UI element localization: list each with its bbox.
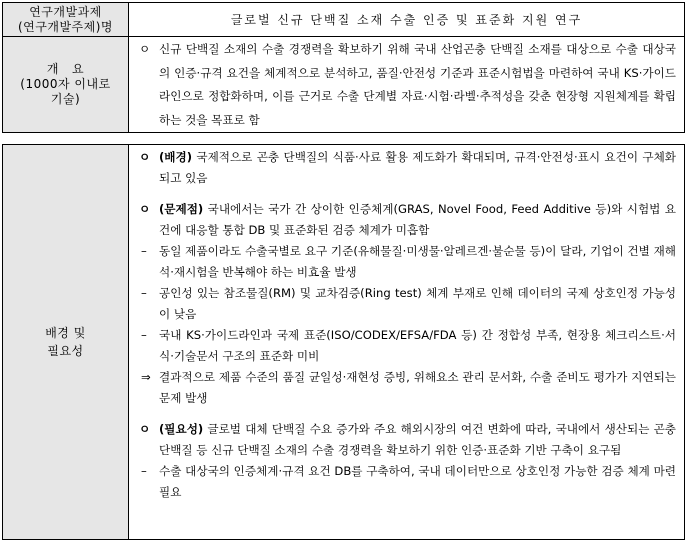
- sub-item-text: 공인성 있는 참조물질(RM) 및 교차검증(Ring test) 체계 부재로 인해 데이터의 국제 상호인정 가능성이 낮음: [159, 286, 676, 321]
- overview-label-line1: 개 요: [46, 62, 85, 76]
- sub-item-text: 수출 대상국의 인증체계·규격 요건 DB를 구축하여, 국내 데이터만으로 상호인정 가능한 검증 체계 마련 필요: [159, 464, 676, 499]
- background-label-line1: 배경 및: [45, 326, 86, 340]
- necessity-paragraph: [137, 419, 676, 461]
- problem-sub-item: [137, 241, 676, 283]
- problem-sub-item: [137, 325, 676, 367]
- overview-text: 신규 단백질 소재의 수출 경쟁력을 확보하기 위해 국내 산업곤충 단백질 소재를 대상으로 수출 대상국의 인증·규격 요건을 체계적으로 분석하고, 품질·안전성 기준과 표준시험법을 마련하여 국내 KS·가이드라인으로 정합화하며, 이를 근거로 수출 단계별 자료·시험·라벨·추적성을 갖춘 현장형 지원체계를 확립하는 것을 목표로 함: [159, 42, 676, 127]
- problem-paragraph: [137, 199, 676, 241]
- project-title: 글로벌 신규 단백질 소재 수출 인증 및 표준화 지원 연구: [129, 3, 685, 37]
- necessity-text: 글로벌 대체 단백질 수요 증가와 주요 해외시장의 여건 변화에 따라, 국내에서 생산되는 곤충 단백질 등 신규 단백질 소재의 수출 경쟁력을 확보하기 위한 인증·표준화 기반 구축이 요구됨: [159, 422, 676, 457]
- project-name-label-line2: (연구개발주제)명: [17, 19, 113, 34]
- overview-label-line3: 기술): [50, 92, 81, 106]
- problem-conclusion: [137, 367, 676, 409]
- problem-text: 국내에서는 국가 간 상이한 인증체계(GRAS, Novel Food, Feed Additive 등)와 시험법 요건에 대응할 통합 DB 및 표준화된 검증 체계가 미흡함: [159, 202, 676, 237]
- background-label: [3, 145, 129, 540]
- background-heading: (배경): [159, 150, 192, 164]
- project-info-table: [2, 2, 685, 133]
- background-table: [2, 144, 685, 540]
- background-paragraph: [137, 147, 676, 189]
- background-label-line2: 필요성: [47, 344, 84, 358]
- background-content: [129, 145, 685, 540]
- sub-item-text: 동일 제품이라도 수출국별로 요구 기준(유해물질·미생물·알레르겐·불순물 등)이 달라, 기업이 건별 재해석·재시험을 반복해야 하는 비효율 발생: [159, 244, 676, 279]
- problem-bullet: ㅇ: [139, 202, 151, 216]
- overview-label: [3, 37, 129, 133]
- sub-item-mark: –: [141, 328, 147, 342]
- problem-heading: (문제점): [159, 202, 204, 216]
- conclusion-arrow-icon: ⇒: [141, 370, 151, 384]
- project-name-label-line1: 연구개발과제: [29, 4, 102, 19]
- background-text: 국제적으로 곤충 단백질의 식품·사료 활용 제도화가 확대되며, 규격·안전성·표시 요건이 구체화되고 있음: [159, 150, 676, 185]
- sub-item-text: 국내 KS·가이드라인과 국제 표준(ISO/CODEX/EFSA/FDA 등) 간 정합성 부족, 현장용 체크리스트·서식·기술문서 구조의 표준화 미비: [159, 328, 676, 363]
- conclusion-text: 결과적으로 제품 수준의 품질 균일성·재현성 증빙, 위해요소 관리 문서화, 수출 준비도 평가가 지연되는 문제 발생: [159, 370, 676, 405]
- necessity-heading: (필요성): [159, 422, 204, 436]
- overview-bullet: ㅇ: [139, 42, 151, 56]
- overview-paragraph: [137, 38, 676, 132]
- problem-sub-item: [137, 283, 676, 325]
- sub-item-mark: –: [141, 286, 147, 300]
- background-bullet: ㅇ: [139, 150, 151, 164]
- overview-content: [129, 37, 685, 133]
- necessity-sub-item: [137, 461, 676, 503]
- necessity-bullet: ㅇ: [139, 422, 151, 436]
- project-name-label: [3, 3, 129, 37]
- overview-label-line2: (1000자 이내로: [20, 77, 111, 91]
- sub-item-mark: –: [141, 464, 147, 478]
- sub-item-mark: –: [141, 244, 147, 258]
